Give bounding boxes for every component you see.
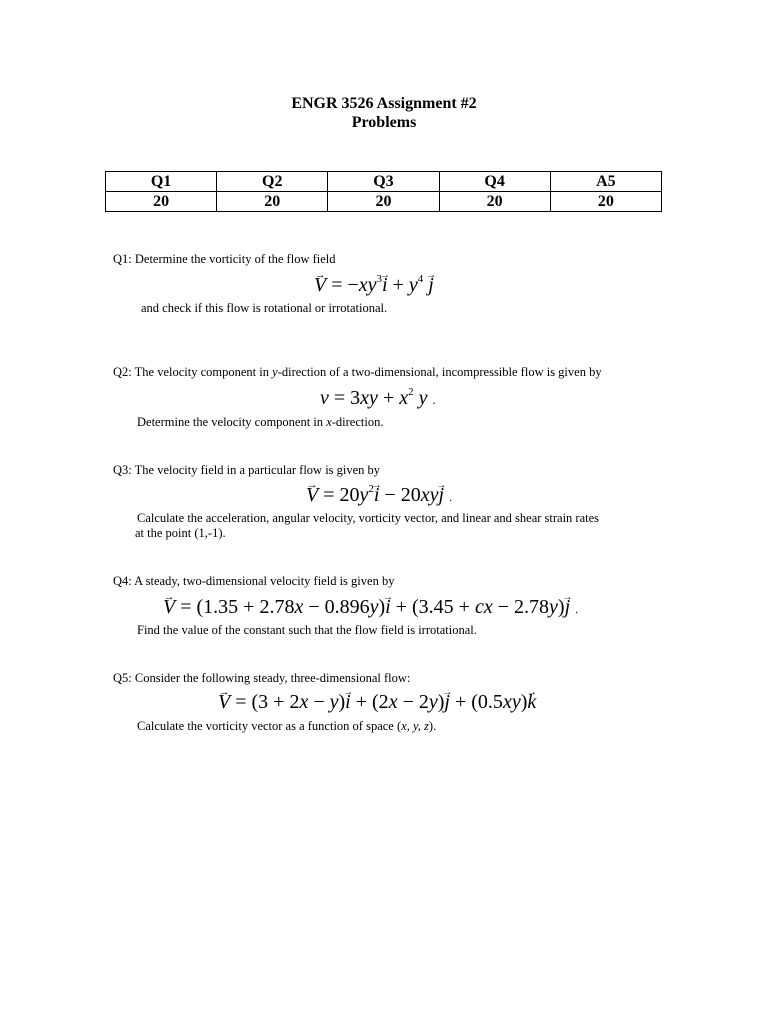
q2-prompt: Q2: The velocity component in y-direction of a two-dimensional, incompressible flow is given by — [113, 365, 602, 379]
score-header-q3: Q3 — [328, 172, 439, 192]
score-points-q1: 20 — [106, 192, 217, 212]
q4-followup: Find the value of the constant such that the flow field is irrotational. — [137, 623, 477, 637]
score-table — [105, 171, 662, 212]
score-table-points-row — [106, 192, 662, 212]
score-header-q1: Q1 — [106, 172, 217, 192]
q4-equation: → V = (1.35 + 2.78x − 0.896y)→ i + (3.45 + cx − 2.78y)→ j . — [163, 595, 578, 621]
q4-prompt: Q4: A steady, two-dimensional velocity field is given by — [113, 574, 395, 588]
assignment-title: ENGR 3526 Assignment #2 — [291, 95, 477, 112]
score-header-q2: Q2 — [217, 172, 328, 192]
q2-followup: Determine the velocity component in x-direction. — [137, 415, 384, 429]
q1-followup: and check if this flow is rotational or irrotational. — [141, 301, 388, 315]
q3-equation: → $V = 20y^2\to i - 20xy\to j$ . — [306, 483, 452, 509]
score-points-q3: 20 — [328, 192, 439, 212]
q5-equation: → V = (3 + 2x − y)→ i + (2x − 2y)→ j + (0.5xy)→ k — [218, 690, 536, 714]
q1-prompt: Q1: Determine the vorticity of the flow field — [113, 252, 336, 266]
q2-equation: $v = 3xy + x^2$ y . — [320, 386, 436, 409]
q3-followup-line2: at the point (1,-1). — [135, 526, 226, 540]
score-points-q4: 20 — [439, 192, 550, 212]
score-points-a5: 20 — [550, 192, 661, 212]
score-points-q2: 20 — [217, 192, 328, 212]
score-table-header-row — [106, 172, 662, 192]
q5-prompt: Q5: Consider the following steady, three-dimensional flow: — [113, 671, 411, 685]
score-header-q4: Q4 — [439, 172, 550, 192]
q3-prompt: Q3: The velocity field in a particular flow is given by — [113, 463, 381, 477]
score-header-a5: A5 — [550, 172, 661, 192]
assignment-subtitle: Problems — [351, 114, 417, 131]
q3-followup-line1: Calculate the acceleration, angular velocity, vorticity vector, and linear and shear strain rates — [137, 511, 600, 525]
q1-equation: → $V = -xy^3\to i + y^4 \to j$ — [314, 273, 434, 297]
q5-followup: Calculate the vorticity vector as a function of space (x, y, z). — [137, 719, 437, 733]
